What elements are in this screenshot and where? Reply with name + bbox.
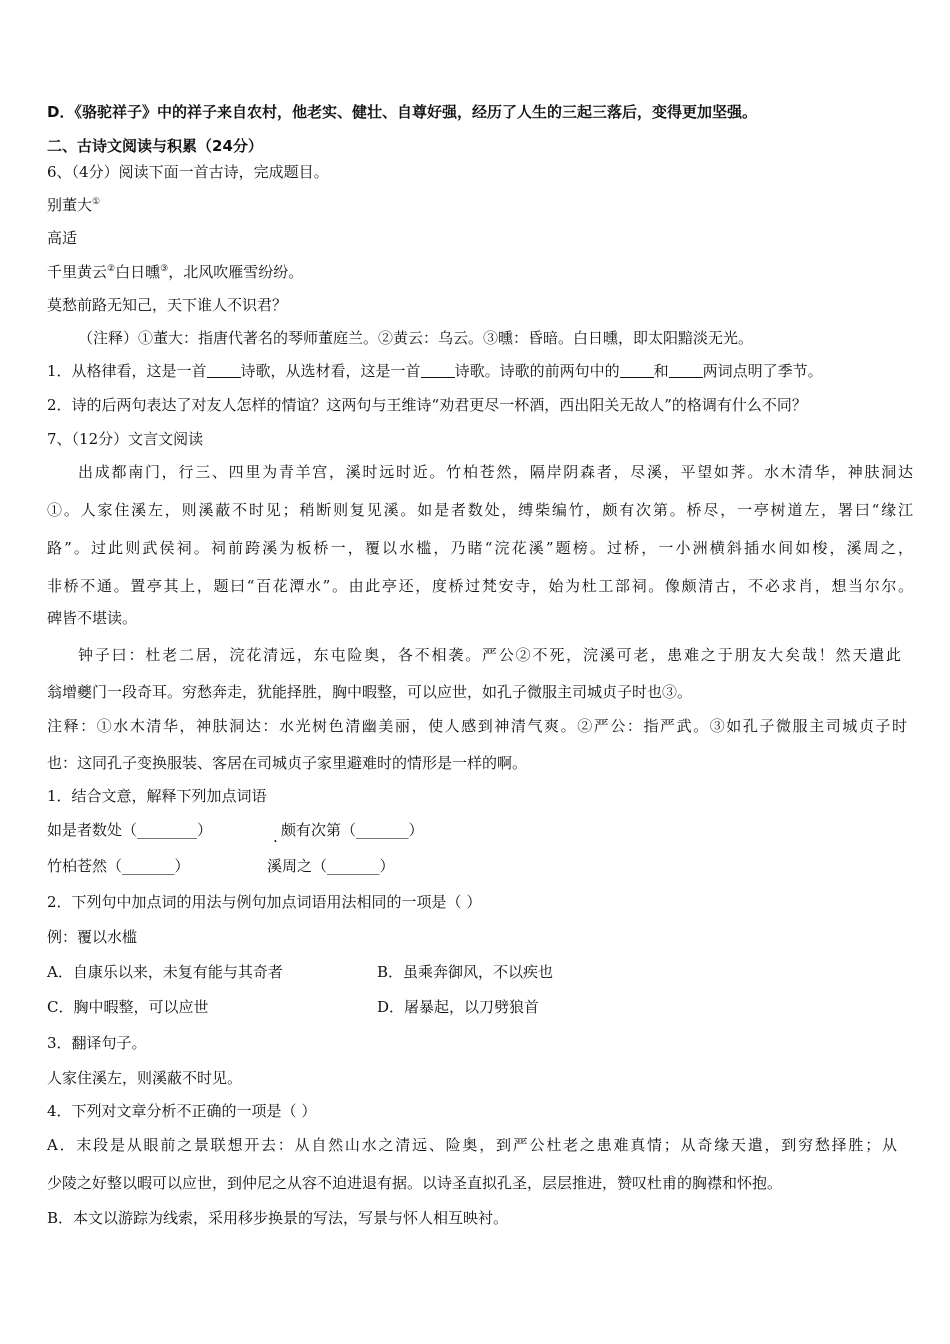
- option-4a-line-2: 少陵之好整以暇可以应世，到仲尼之从容不迫进退有据。以诗圣直拟孔圣，层层推进，赞叹杜甫的胸襟和怀抱。: [47, 1174, 783, 1192]
- option-c[interactable]: C．胸中暇整，可以应世: [47, 998, 209, 1016]
- passage-notes-1: 注释：①水木清华，神肤洞达：水光树色清幽美丽，使人感到神清气爽。②严公：指严武。③如孔子微服主司城贞子时: [47, 717, 907, 735]
- section-heading: 二、古诗文阅读与积累（24分）: [47, 137, 263, 155]
- poem-line-2: 莫愁前路无知己，天下谁人不识君？: [47, 296, 288, 314]
- poem-title: [47, 195, 100, 215]
- vocab-item-4: 溪周之（_______）: [267, 857, 395, 875]
- poem-title-text: 别董大: [47, 196, 93, 214]
- passage-line-4: 非桥不通。置亭其上，题曰“百花潭水”。由此亭还，度桥过梵安寺，始为杜工部祠。像颇清古，不必求肖，想当尔尔。: [47, 577, 913, 595]
- vocab-item-3: 竹柏苍然（_______）: [47, 857, 190, 875]
- answer-blank[interactable]: [669, 363, 703, 378]
- passage-line-7: 翁增夔门一段奇耳。穷愁奔走，犹能择胜，胸中暇整，可以应世，如孔子微服主司城贞子时也③。: [47, 683, 693, 701]
- answer-blank[interactable]: [620, 363, 654, 378]
- question-6-title: 6、（4分）阅读下面一首古诗，完成题目。: [47, 163, 329, 181]
- q61-part-c: 诗歌。诗歌的前两句中的: [454, 362, 620, 380]
- option-4a-line-1[interactable]: A．末段是从眼前之景联想开去：从自然山水之清远、险奥，到严公杜老之患难真情；从奇缘天遣，到穷愁择胜；从: [47, 1136, 897, 1154]
- option-4b[interactable]: B．本文以游踪为线索，采用移步换景的写法，写景与怀人相互映衬。: [47, 1209, 509, 1227]
- translate-sentence: 人家住溪左，则溪蔽不时见。: [47, 1069, 243, 1087]
- emphasis-dot: .: [273, 828, 278, 846]
- passage-line-2: ①。人家住溪左，则溪蔽不时见；稍断则复见溪。如是者数处，缚柴编竹，颇有次第。桥尽，一亭树道左，署曰“缘江: [47, 501, 913, 519]
- option-d-line: D．《骆驼祥子》中的祥子来自农村，他老实、健壮、自尊好强，经历了人生的三起三落后，变得更加坚强。: [47, 103, 757, 121]
- poem-line-1-b: 白日曛: [115, 263, 161, 281]
- question-7-title: 7、（12分）文言文阅读: [47, 430, 204, 448]
- answer-blank[interactable]: [421, 363, 455, 378]
- q61-part-b: 诗歌，从选材看，这是一首: [240, 362, 421, 380]
- vocab-item-2: 颇有次第（_______）: [281, 821, 424, 839]
- passage-line-5: 碑皆不堪读。: [47, 609, 138, 627]
- footnote-mark: ①: [92, 197, 101, 207]
- poem-line-1-a: 千里黄云: [47, 263, 108, 281]
- question-7-3: 3．翻译句子。: [47, 1034, 147, 1052]
- vocab-item-1: 如是者数处（________）: [47, 821, 213, 839]
- q61-part-d: 和: [653, 362, 669, 380]
- option-d[interactable]: D．屠暴起，以刀劈狼首: [377, 998, 540, 1016]
- passage-line-6: 钟子曰：杜老二居，浣花清远，东屯险奥，各不相袭。严公②不死，浣溪可老，患难之于朋友大矣哉！然天遣此: [78, 646, 901, 664]
- poem-notes: （注释）①董大：指唐代著名的琴师董庭兰。②黄云：乌云。③曛：昏暗。白日曛，即太阳黯淡无光。: [78, 329, 754, 347]
- footnote-mark: ②: [107, 264, 116, 274]
- poem-line-1: [47, 262, 303, 282]
- q61-part-a: 1．从格律看，这是一首: [47, 362, 207, 380]
- question-6-1: [47, 361, 823, 381]
- question-7-1: 1．结合文意，解释下列加点词语: [47, 787, 267, 805]
- poem-author: 高适: [47, 229, 78, 247]
- passage-notes-2: 也：这同孔子变换服装、客居在司城贞子家里避难时的情形是一样的啊。: [47, 754, 528, 772]
- passage-line-1: 出成都南门，行三、四里为青羊宫，溪时远时近。竹柏苍然，隔岸阴森者，尽溪，平望如荠。水木清华，神肤洞达: [78, 463, 913, 481]
- question-7-4: 4．下列对文章分析不正确的一项是（ ）: [47, 1102, 317, 1120]
- option-b[interactable]: B．虽乘奔御风，不以疾也: [377, 963, 554, 981]
- footnote-mark: ③: [160, 264, 169, 274]
- poem-line-1-c: ，北风吹雁雪纷纷。: [168, 263, 304, 281]
- answer-blank[interactable]: [207, 363, 241, 378]
- q61-part-e: 两词点明了季节。: [702, 362, 823, 380]
- question-7-2: 2．下列句中加点词的用法与例句加点词语用法相同的一项是（ ）: [47, 893, 482, 911]
- example-line: 例：覆以水槛: [47, 928, 138, 946]
- question-6-2: 2．诗的后两句表达了对友人怎样的情谊？这两句与王维诗“劝君更尽一杯酒，西出阳关无故人”的格调有什么不同？: [47, 396, 807, 414]
- option-a[interactable]: A．自康乐以来，未复有能与其奇者: [47, 963, 283, 981]
- passage-line-3: 路”。过此则武侯祠。祠前跨溪为板桥一，覆以水槛，乃睹“浣花溪”题榜。过桥，一小洲横斜插水间如梭，溪周之，: [47, 539, 913, 557]
